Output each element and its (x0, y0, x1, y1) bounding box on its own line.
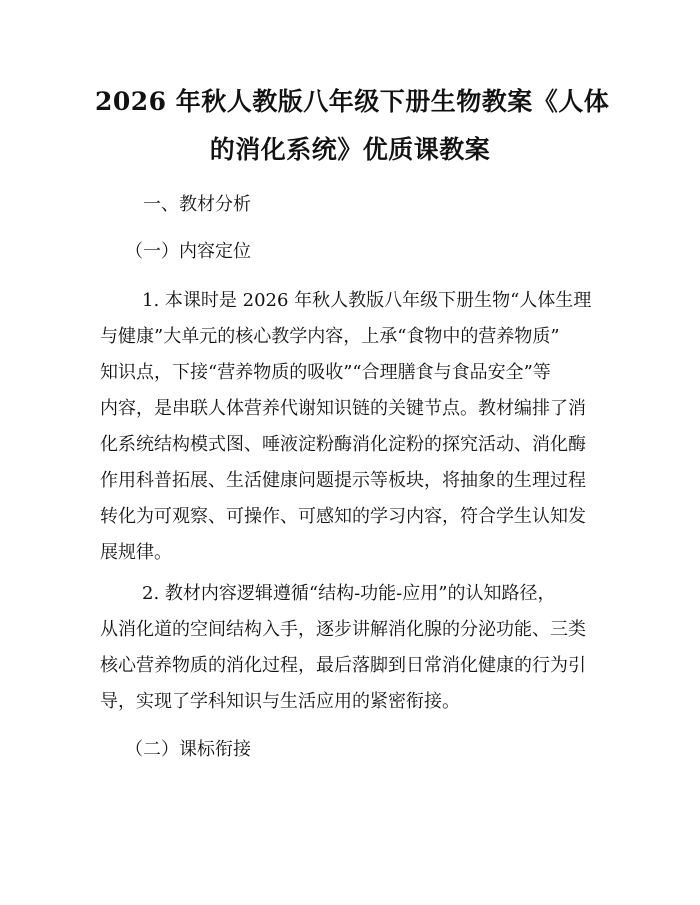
paragraph-1-line-4: 内容，是串联人体营养代谢知识链的关键节点。教材编排了消 (100, 398, 586, 419)
paragraph-2-line-3: 核心营养物质的消化过程，最后落脚到日常消化健康的行为引 (100, 655, 586, 676)
document-title-line-2: 的消化系统》优质课教案 (209, 135, 491, 164)
paragraph-1-line-1: 1. 本课时是 2026 年秋人教版八年级下册生物“人体生理 (142, 290, 592, 311)
subsection-heading-curriculum-standards: （二）课标衔接 (125, 739, 251, 760)
document-title-line-1: 2026 年秋人教版八年级下册生物教案《人体 (95, 87, 610, 116)
paragraph-1-line-6: 作用科普拓展、生活健康问题提示等板块，将抽象的生理过程 (100, 470, 586, 491)
paragraph-1-line-5: 化系统结构模式图、唾液淀粉酶消化淀粉的探究活动、消化酶 (100, 434, 586, 455)
subsection-heading-content-positioning: （一）内容定位 (125, 241, 251, 262)
paragraph-1-line-7: 转化为可观察、可操作、可感知的学习内容，符合学生认知发 (100, 506, 586, 527)
paragraph-1-line-2: 与健康”大单元的核心教学内容，上承“食物中的营养物质” (100, 326, 560, 347)
paragraph-2-line-1: 2. 教材内容逻辑遵循“结构-功能-应用”的认知路径， (142, 583, 556, 604)
section-heading-textbook-analysis: 一、教材分析 (143, 194, 251, 215)
paragraph-2-line-2: 从消化道的空间结构入手，逐步讲解消化腺的分泌功能、三类 (100, 619, 586, 640)
paragraph-1-line-3: 知识点，下接“营养物质的吸收”“合理膳食与食品安全”等 (100, 362, 551, 383)
paragraph-1-line-8: 展规律。 (100, 542, 172, 563)
paragraph-2-line-4: 导，实现了学科知识与生活应用的紧密衔接。 (100, 691, 460, 712)
